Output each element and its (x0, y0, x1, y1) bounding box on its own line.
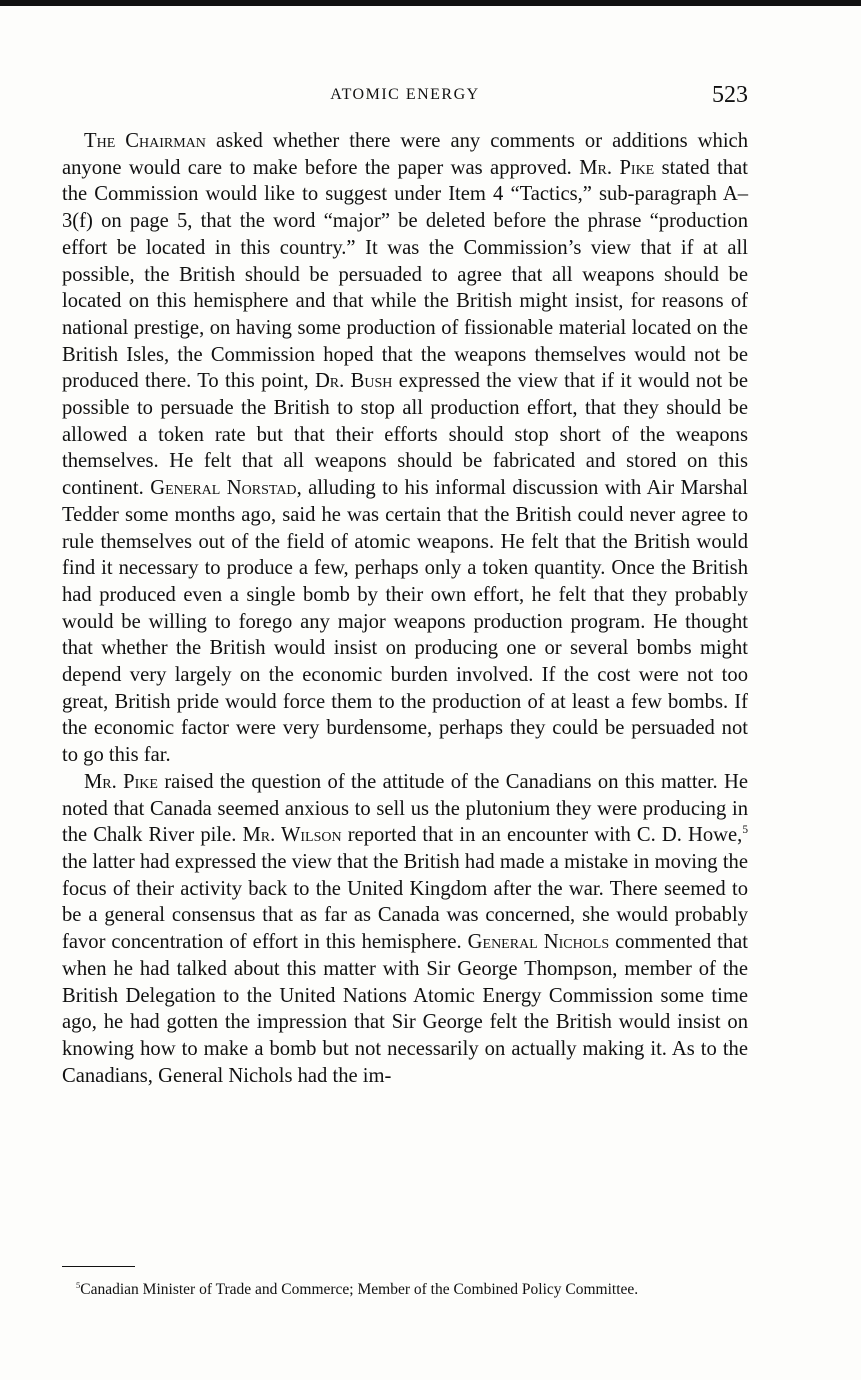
speaker-name: General Nichols (467, 931, 610, 954)
page-header (62, 82, 748, 112)
text-run: , alluding to his informal discussion with Air Marshal Tedder some months ago, said he was certain that the British could never agree to rule themselves out of the field of atomic weapons. He felt that the British would find it necessary to produce a few, perhaps only a token quantity. Once the British had produced even a single bomb by their own effort, he felt that they probably would be willing to forego any major weapons production program. He thought that whether the British would insist on producing one or several bombs might depend very largely on the economic burden involved. If the cost were not too great, British pride would force them to the production of at least a few bombs. If the economic factor were very burdensome, perhaps they could be persuaded not to go this far. (62, 477, 749, 767)
body-text (62, 128, 748, 1089)
text-run: raised the question of the attitude of the Canadians on this matter. He noted that Canada seemed anxious to sell us the plutonium they were producing in the Chalk River pile. (62, 770, 748, 847)
footnote-text: Canadian Minister of Trade and Commerce; Member of the Combined Policy Committee. (80, 1281, 639, 1298)
speaker-name: The Chairman (84, 130, 206, 152)
top-border-rule (0, 0, 861, 6)
footnote-reference: 5 (742, 824, 748, 837)
speaker-name: Mr. Wilson (242, 824, 342, 847)
running-head: ATOMIC ENERGY (330, 86, 480, 103)
speaker-name: Dr. Bush (314, 370, 393, 393)
text-run: asked whether there were any comments or additions which anyone would care to make before the paper was approved. (62, 130, 748, 179)
page-number: 523 (712, 82, 748, 108)
footnote (62, 1281, 748, 1299)
paragraph-1 (62, 128, 748, 769)
text-run: expressed the view that if it would not be possible to persuade the British to stop all production effort, that they should be allowed a token rate but that their efforts should stop short of the weapons themselves. He felt that all weapons should be fabricated and stored on this continent. (62, 370, 748, 500)
footnote-5 (62, 1281, 748, 1299)
text-run: the latter had expressed the view that the British had made a mistake in moving the focus of their activity back to the United Kingdom after the war. There seemed to be a general consensus that as far as Canada was concerned, she would probably favor concentration of effort in this hemisphere. (62, 850, 748, 954)
paragraph-2 (62, 769, 748, 1089)
speaker-name: Mr. Pike (579, 156, 655, 179)
text-run: commented that when he had talked about this matter with Sir George Thompson, member of the British Delegation to the United Nations Atomic Energy Commission some time ago, he had gotten the impression that Sir George felt the British would insist on knowing how to make a bomb but not necessarily on actually making it. As to the Canadians, General Nichols had the im- (62, 931, 749, 1087)
text-run: stated that the Commission would like to suggest under Item 4 “Tactics,” sub-paragraph A–3(f) on page 5, that the word “major” be deleted before the phrase “production effort be located in this country.” It was the Commission’s view that if at all possible, the British should be persuaded to agree that all weapons should be located on this hemisphere and that while the British might insist, for reasons of national prestige, on having some production of fissionable material located on the British Isles, the Commission hoped that the weapons themselves would not be produced there. To this point, (62, 156, 748, 393)
footnote-marker: 5 (76, 1279, 81, 1290)
text-run: reported that in an encounter with C. D. Howe, (341, 824, 743, 847)
speaker-name: General Norstad (150, 477, 297, 500)
speaker-name: Mr. Pike (84, 770, 158, 793)
footnote-divider (62, 1266, 135, 1267)
